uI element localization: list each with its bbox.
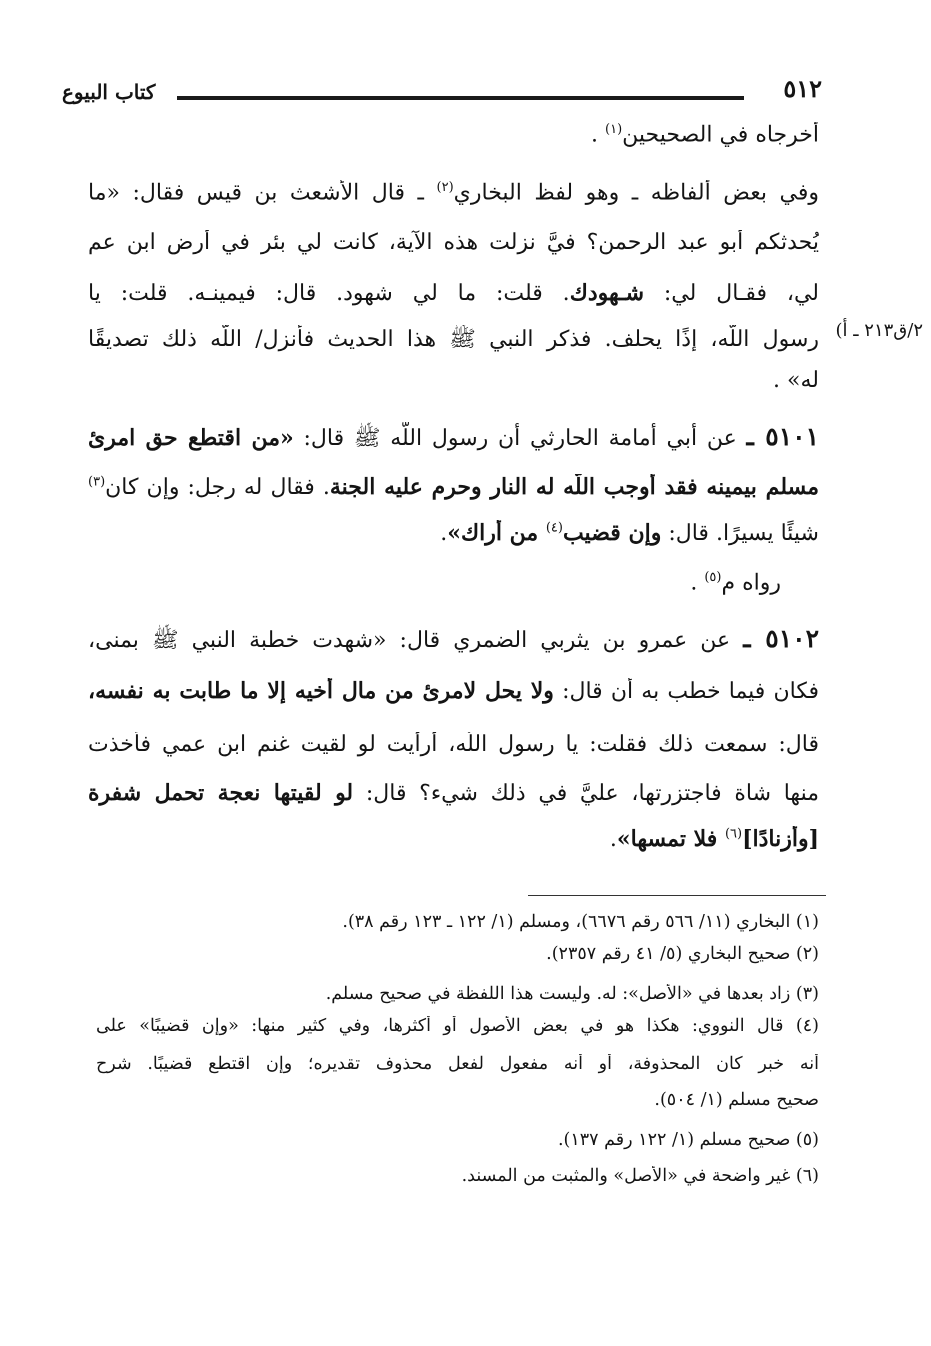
text: ـ قال الأشعث بن قيس فقال: «ما (88, 180, 437, 206)
hadith-text: شـهودك (569, 280, 645, 306)
footnote-1: (١) البخاري (١١/ ٥٦٦ رقم ٦٦٧٦)، ومسلم (١/ ١٢٢ ـ ١٢٣ رقم ٣٨). (342, 912, 819, 932)
text-line-4 (88, 280, 819, 306)
text-line-2 (88, 180, 819, 205)
text-line-13: قال: سمعت ذلك فقلت: يا رسول اللّه، أرأيت لو لقيت غنم ابن عمي فأخذت (88, 732, 819, 757)
footnote-4-line-1: (٤) قال النووي: هكذا هو في بعض الأصول أو أكثرها، وفي كثير منها: «وإن قضيبًا» على (96, 1016, 819, 1036)
footnote-ref: (١) (605, 122, 623, 137)
text-line-9 (88, 520, 819, 546)
text: وفي بعض ألفاظه ـ وهو لفظ البخاري (453, 180, 819, 206)
hadith-text: [وأزنادًا] (742, 826, 819, 852)
text: منها شاة فاجتزرتها، عليَّ في ذلك شيء؟ قال: (353, 781, 819, 806)
text: شيئًا يسيرًا. قال: (661, 521, 819, 546)
text: . (690, 570, 705, 596)
manuscript-margin-note: ٢/ق٢١٣ ـ أ) (835, 320, 923, 341)
text: . (440, 521, 448, 546)
hadith-text: مسلم بيمينه فقد أوجب اللّه له النار وحرم عليه الجنة (329, 474, 819, 500)
text-line-8 (88, 474, 819, 500)
hadith-5102-heading (88, 624, 819, 658)
text: أخرجاه في الصحيحين (622, 122, 819, 148)
text: . (609, 827, 617, 852)
hadith-text: لو لقيتها نعجة تحمل شفرة (88, 780, 354, 806)
page-number: ٥١٢ (783, 74, 822, 103)
footnote-3: (٣) زاد بعدها في «الأصل»: له. وليست هذا اللفظة في صحيح مسلم. (325, 984, 819, 1004)
footnote-6: (٦) غير واضحة في «الأصل» والمثبت من المسند. (461, 1166, 819, 1186)
text-line-3: يُحدثكم أبو عبد الرحمن؟ فيَّ نزلت هذه الآية، كانت لي بئر في أرض ابن عم (88, 230, 819, 255)
hadith-text: فلا تمسها» (616, 826, 725, 852)
text-line-5: رسول اللّه، إذًا يحلف. فذكر النبي ﷺ هذا الحديث فأنزل/ اللّه ذلك تصديقًا (88, 327, 819, 352)
hadith-text: وإن قضيب (562, 520, 662, 546)
page-header (62, 72, 822, 112)
text: عن أبي أمامة الحارثي أن رسول اللّه ﷺ قال: (293, 426, 747, 451)
text: فكان فيما خطب به أن قال: (553, 679, 819, 704)
text: رواه م (721, 570, 781, 596)
text: . فقال له رجل: وإن كان (105, 475, 330, 500)
text-line-14 (88, 780, 819, 806)
hadith-text: من أراك» (447, 520, 546, 546)
text-line-1 (88, 122, 819, 147)
header-rule (177, 96, 744, 100)
footnote-4-line-2: أنه خبر كان المحذوفة، أو أنه مفعول لفعل محذوف تقديره؛ وإن اقتطع قضيبًا. شرح (96, 1054, 819, 1074)
footnote-ref: (٣) (88, 474, 106, 490)
book-title: كتاب البيوع (62, 80, 156, 104)
footnote-ref: (٦) (724, 826, 743, 842)
footnote-ref: (٢) (436, 180, 454, 195)
hadith-5101-heading (88, 422, 819, 456)
footnote-ref: (٤) (545, 520, 563, 536)
hadith-number: ٥١٠١ ـ (746, 422, 819, 451)
text: . قلت: ما لي شهود. قال: فيمينـه. قلت: يا (88, 281, 570, 306)
text-line-12 (88, 678, 819, 704)
hadith-text: ولا يحل لامرئ من مال أخيه إلا ما طابت به نفسه، (88, 678, 554, 704)
footnote-2: (٢) صحيح البخاري (٥/ ٤١ رقم ٢٣٥٧). (546, 944, 819, 964)
text-line-10 (88, 570, 781, 595)
footnote-5: (٥) صحيح مسلم (١/ ١٢٢ رقم ١٣٧). (557, 1130, 819, 1150)
text: . (591, 122, 606, 148)
text-line-15 (88, 826, 819, 852)
footnote-4-line-3: صحيح مسلم (١/ ٥٠٤). (654, 1090, 819, 1110)
hadith-number: ٥١٠٢ ـ (743, 624, 819, 653)
text-line-6: له» . (773, 368, 819, 393)
footnote-ref: (٥) (704, 570, 722, 585)
text: لي، فقـال لي: (644, 281, 819, 306)
text: عن عمرو بن يثربي الضمري قال: «شهدت خطبة النبي ﷺ بمنى، (88, 628, 744, 653)
footnote-separator (528, 895, 826, 896)
hadith-text: «من اقتطع حق امرئ (88, 425, 294, 451)
